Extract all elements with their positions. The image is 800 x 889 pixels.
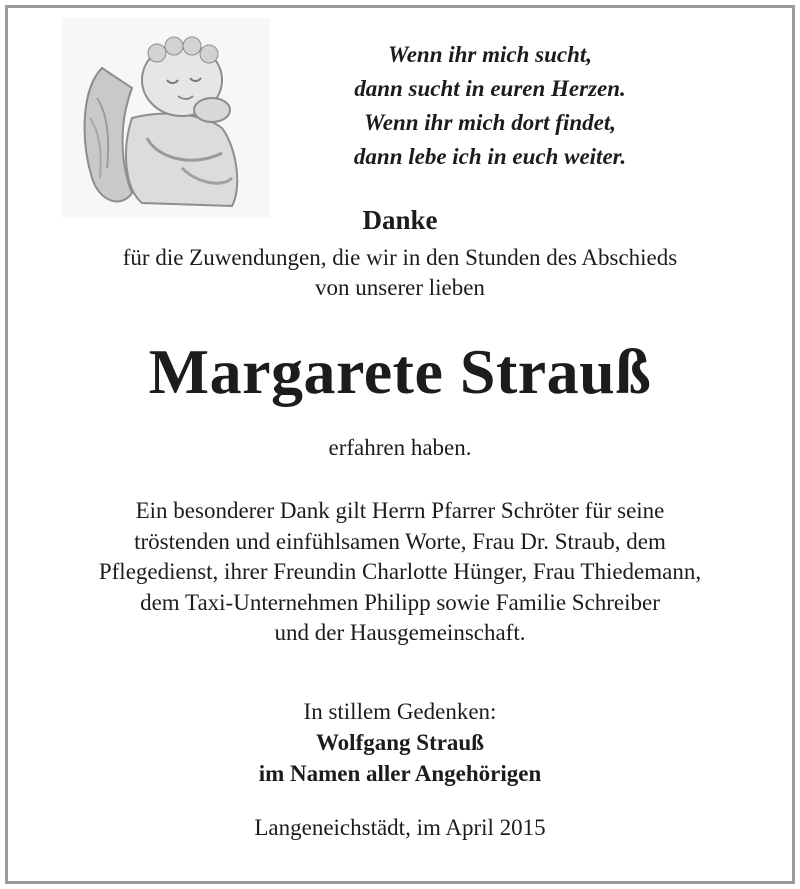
memorial-family: im Namen aller Angehörigen: [258, 761, 542, 786]
memorial-intro: In stillem Gedenken:: [303, 699, 497, 724]
thanks-line: dem Taxi-Unternehmen Philipp sowie Familie Schreiber: [140, 589, 660, 615]
poem: [280, 38, 700, 174]
thanks-line: tröstenden und einfühlsamen Worte, Frau Dr. Straub, dem: [134, 528, 666, 554]
thanks-line: und der Hausgemeinschaft.: [274, 620, 526, 645]
intro-line: für die Zuwendungen, die wir in den Stunden des Abschieds: [122, 245, 678, 270]
after-name-text: erfahren haben.: [328, 435, 472, 460]
poem-line: dann sucht in euren Herzen.: [354, 76, 626, 101]
intro-line: von unserer lieben: [315, 275, 485, 300]
poem-line: Wenn ihr mich sucht,: [387, 42, 593, 67]
thanks-line: Ein besonderer Dank gilt Herrn Pfarrer Schröter für seine: [135, 498, 665, 523]
intro-text: [0, 243, 800, 303]
thanks-line: Pflegedienst, ihrer Freundin Charlotte Hünger, Frau Thiedemann,: [98, 559, 702, 584]
thanks-paragraph: [0, 496, 800, 649]
poem-line: Wenn ihr mich dort findet,: [364, 110, 616, 135]
place-date: Langeneichstädt, im April 2015: [254, 815, 546, 840]
poem-line: dann lebe ich in euch weiter.: [353, 144, 627, 169]
memorial-signer: Wolfgang Strauß: [315, 730, 485, 755]
heading-danke: Danke: [362, 205, 438, 235]
angel-statue-image: [62, 18, 270, 218]
deceased-name: Margarete Strauß: [148, 336, 652, 407]
memorial-block: [0, 696, 800, 789]
